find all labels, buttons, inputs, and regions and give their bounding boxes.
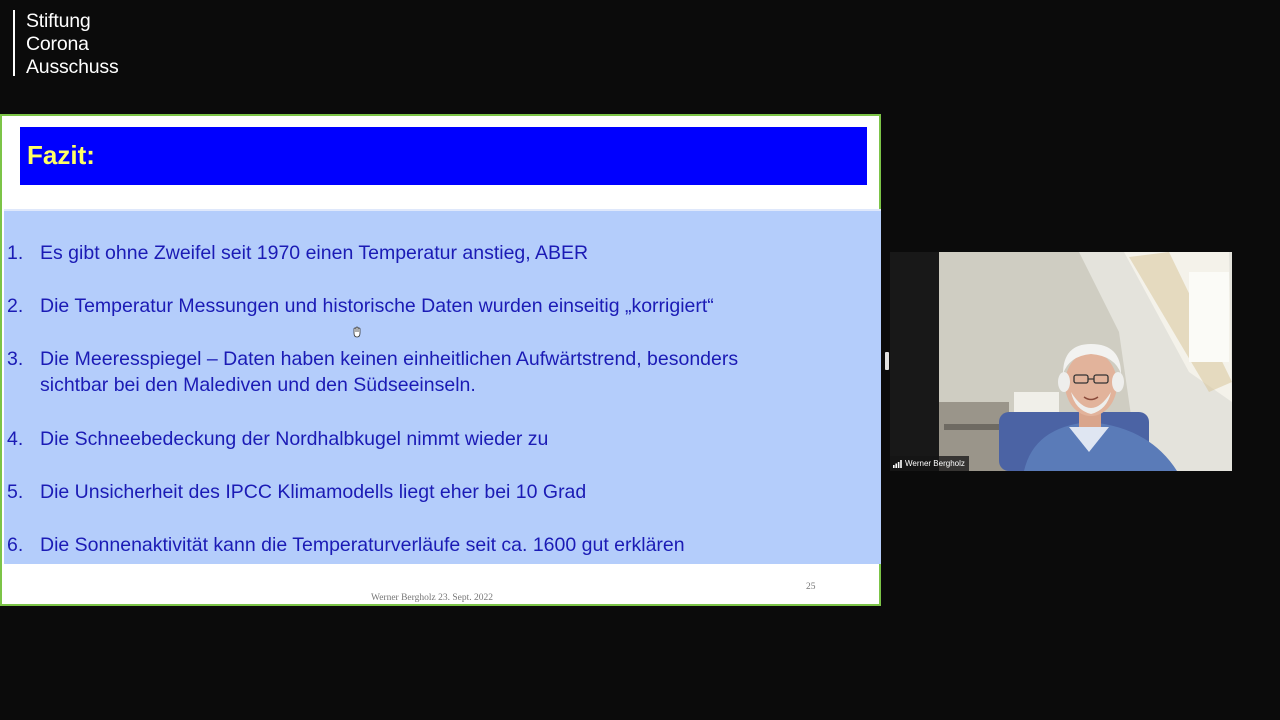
slide-title: Fazit: (27, 140, 95, 170)
item-text: Die Sonnenaktivität kann die Temperaturverläufe seit ca. 1600 gut erklären (40, 534, 685, 556)
item-text-continued: sichtbar bei den Malediven und den Südseeinseln. (40, 374, 476, 396)
logo-line-3: Ausschuss (26, 56, 119, 78)
participant-video-image (939, 252, 1232, 471)
item-number: 1. (7, 242, 24, 264)
hand-cursor-icon (350, 325, 364, 339)
slide-footer: Werner Bergholz 23. Sept. 2022 (371, 593, 494, 603)
item-number: 2. (7, 295, 24, 317)
participant-name: Werner Bergholz (905, 459, 965, 468)
item-number: 4. (7, 428, 24, 450)
participant-name-badge (890, 456, 969, 471)
participant-video-tile[interactable] (890, 252, 1232, 471)
logo-bar (13, 10, 15, 76)
logo-line-1: Stiftung (26, 10, 91, 32)
slide-page-number: 25 (806, 582, 816, 592)
item-text: Die Meeresspiegel – Daten haben keinen einheitlichen Aufwärtstrend, besonders (40, 348, 739, 370)
item-number: 6. (7, 534, 24, 556)
slide-title-bar (20, 127, 867, 185)
item-text: Die Schneebedeckung der Nordhalbkugel nimmt wieder zu (40, 428, 549, 450)
shared-slide (0, 114, 881, 606)
item-number: 5. (7, 481, 24, 503)
split-handle[interactable] (885, 352, 889, 370)
logo-line-2: Corona (26, 33, 89, 55)
participant-video (939, 252, 1232, 471)
signal-bars-icon (893, 460, 902, 468)
item-text: Die Temperatur Messungen und historische Daten wurden einseitig „korrigiert“ (40, 295, 714, 317)
logo-text (26, 10, 119, 79)
item-number: 3. (7, 348, 24, 370)
item-text: Die Unsicherheit des IPCC Klimamodells liegt eher bei 10 Grad (40, 481, 587, 503)
item-text: Es gibt ohne Zweifel seit 1970 einen Temperatur anstieg, ABER (40, 242, 589, 264)
